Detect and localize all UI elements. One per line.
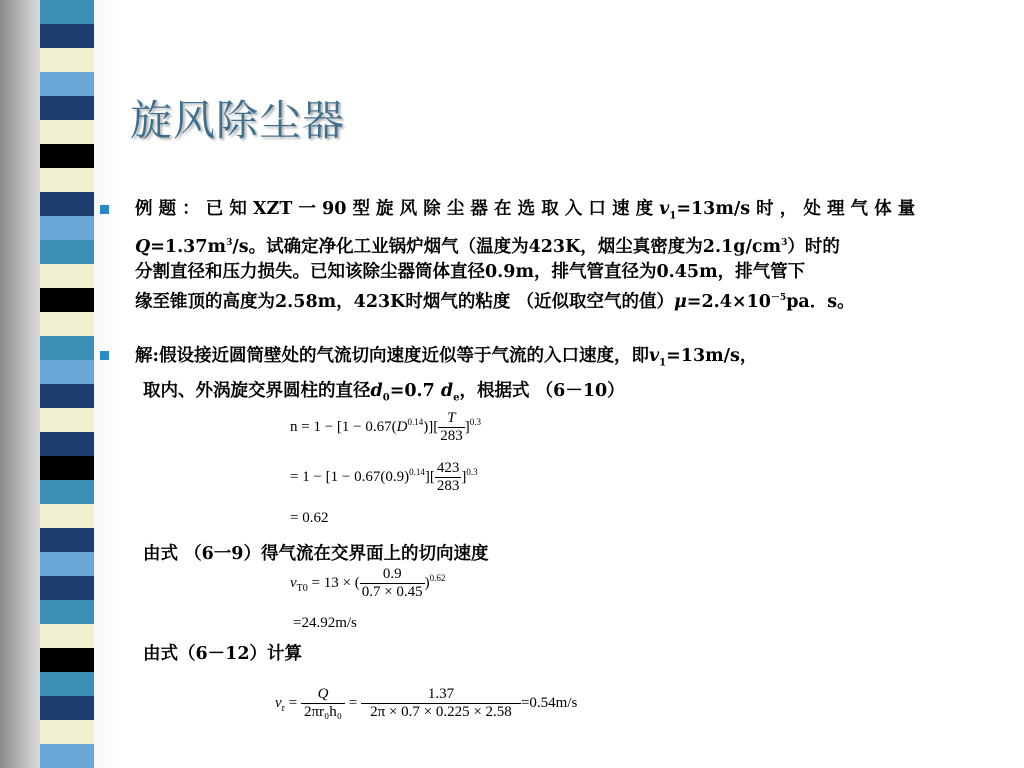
bullet-marker xyxy=(100,205,109,214)
equation-tangential-velocity: $v_{T0} = 13$ × ( $\frac{0.9}{0.7 \times 0.45}$ )$^{0.62}$ xyxy=(290,566,446,600)
example-line-4: 缘至锥顶的高度为2.58m，423K时烟气的粘度 （近似取空气的值）$\mu=2.4\times 10^{-5}pa$．s。 xyxy=(135,292,855,313)
stripe-segment xyxy=(40,24,94,48)
stripe-segment xyxy=(40,744,94,768)
equation-n-result: = 0.62 xyxy=(290,510,329,526)
stripe-segment xyxy=(40,360,94,384)
stripe-segment xyxy=(40,696,94,720)
text-equation-6-9: 由式 （6一9）得气流在交界面上的切向速度 xyxy=(143,544,489,564)
equation-tangential-result: =24.92m/s xyxy=(293,615,357,631)
stripe-segment xyxy=(40,240,94,264)
stripe-segment xyxy=(40,552,94,576)
stripe-segment xyxy=(40,120,94,144)
stripe-segment xyxy=(40,648,94,672)
stripe-segment xyxy=(40,504,94,528)
equation-n-row-1: $n = 1 - [1 - 0.67(D^{0.14})]$[ $\frac{T}{283}$ ]$^{0.3}$ xyxy=(290,410,481,444)
stripe-segment xyxy=(40,312,94,336)
stripe-segment xyxy=(40,576,94,600)
stripe-segment xyxy=(40,72,94,96)
solution-line-1: 解:假设接近圆筒壁处的气流切向速度近似等于气流的入口速度，即$v_1=13m/s$， xyxy=(135,346,758,369)
example-line-2: $Q=1.37m^3/s$。试确定净化工业锅炉烟气（温度为423K，烟尘真密度为$2.1g/cm^3$）时的 xyxy=(135,236,840,257)
stripe-segment xyxy=(40,624,94,648)
stripe-segment xyxy=(40,720,94,744)
stripe-segment xyxy=(40,0,94,24)
bullet-marker xyxy=(100,351,109,360)
stripe-segment xyxy=(40,192,94,216)
solution-line-2: 取内、外涡旋交界圆柱的直径$d_0=0.7$ $d_e$，根据式 （6－10） xyxy=(143,381,625,404)
text-equation-6-12: 由式（6－12）计算 xyxy=(143,644,303,664)
example-line-1: 例 题 ： 已 知 XZT 一 90 型 旋 风 除 尘 器 在 选 取 入 口 速 度 $v_1=13m/s$ 时 ， 处 理 气 体 量 xyxy=(135,199,916,222)
example-paragraph xyxy=(135,196,995,315)
stripe-segment xyxy=(40,48,94,72)
example-line-3: 分割直径和压力损失。已知该除尘器筒体直径0.9m，排气管直径为0.45m，排气管下 xyxy=(135,262,806,283)
stripe-segment xyxy=(40,408,94,432)
stripe-segment xyxy=(40,288,94,312)
stripe-segment xyxy=(40,672,94,696)
striped-sidebar-decoration xyxy=(40,0,94,768)
stripe-segment xyxy=(40,168,94,192)
stripe-segment xyxy=(40,264,94,288)
stripe-segment xyxy=(40,456,94,480)
stripe-segment xyxy=(40,96,94,120)
stripe-segment xyxy=(40,144,94,168)
stripe-segment xyxy=(40,336,94,360)
stripe-segment xyxy=(40,384,94,408)
slide-title: 旋风除尘器 xyxy=(130,96,346,145)
stripe-segment xyxy=(40,528,94,552)
equation-n-row-2: = $1 - [1 - 0.67(0.9)^{0.14}]$[ $\frac{423}{283}$ ]$^{0.3}$ xyxy=(290,460,478,494)
stripe-segment xyxy=(40,432,94,456)
stripe-segment xyxy=(40,216,94,240)
equation-radial-velocity: $v_r$ = $\frac{Q}{\text{2πr₀h₀}}$ = $\frac{1.37}{2\pi \times 0.7 \times 0.225 \times 2.58}$ =0.54m/s xyxy=(275,686,578,720)
stripe-segment xyxy=(40,480,94,504)
stripe-segment xyxy=(40,600,94,624)
